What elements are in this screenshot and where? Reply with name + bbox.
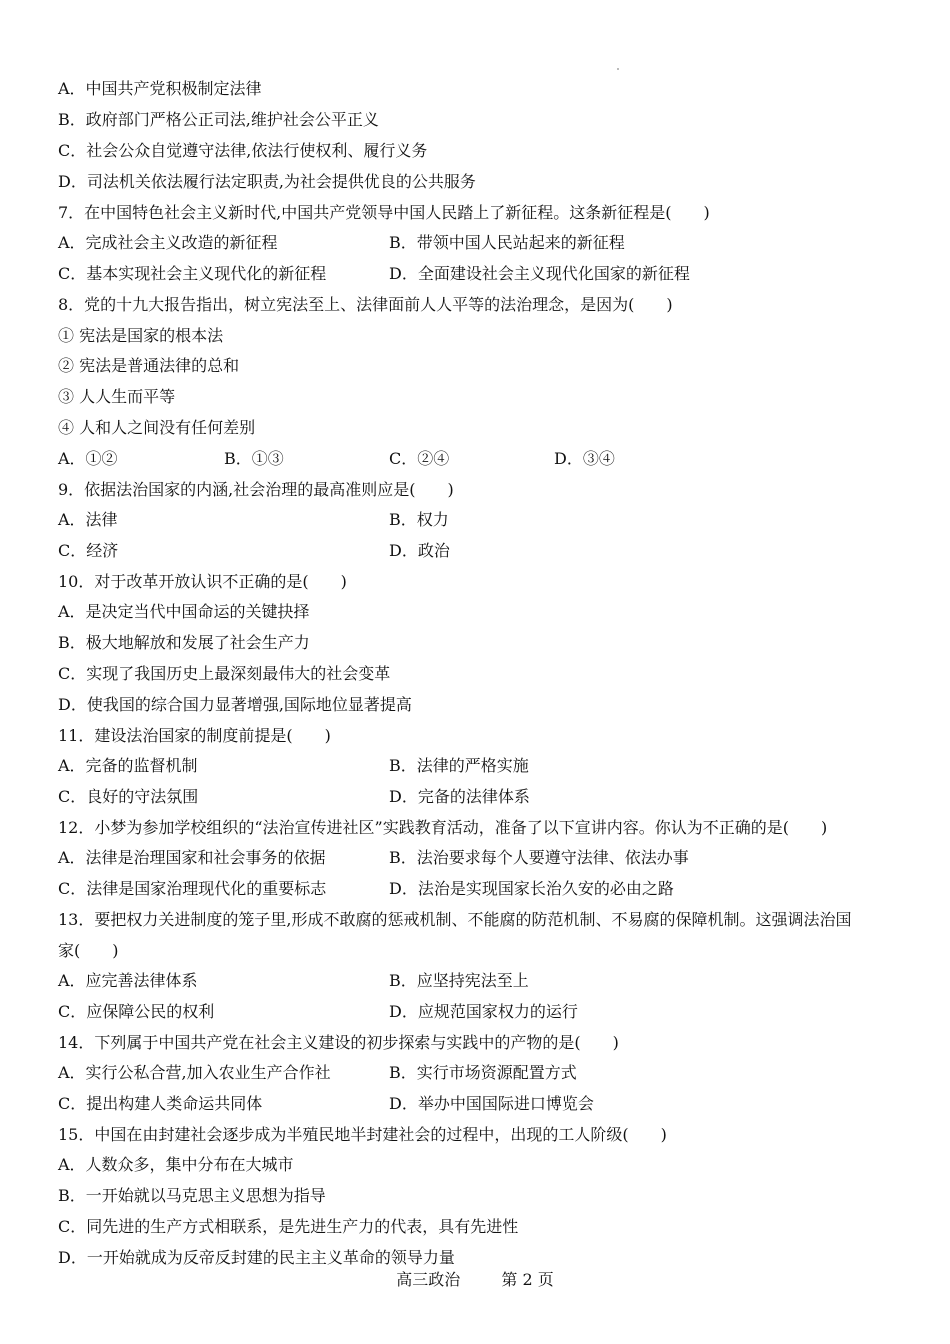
q13-option-d: D．应规范国家权力的运行 [389,1002,578,1021]
page-footer [0,1270,950,1290]
q6-option-c: C．社会公众自觉遵守法律,依法行使权利、履行义务 [58,141,428,160]
q7-stem: 7．在中国特色社会主义新时代,中国共产党领导中国人民踏上了新征程。这条新征程是( ) [58,203,710,222]
q15-option-b: B．一开始就以马克思主义思想为指导 [58,1186,326,1205]
q7-option-d: D．全面建设社会主义现代化国家的新征程 [389,264,690,283]
q6-option-b: B．政府部门严格公正司法,维护社会公平正义 [58,110,379,129]
q14-option-b: B．实行市场资源配置方式 [389,1063,577,1082]
q14-option-c: C．提出构建人类命运共同体 [58,1094,263,1113]
q11-option-c: C．良好的守法氛围 [58,787,199,806]
q8-statement-3: ③ 人人生而平等 [58,387,176,406]
q10-option-b: B．极大地解放和发展了社会生产力 [58,633,310,652]
q7-option-a: A．完成社会主义改造的新征程 [58,233,278,252]
q14-stem: 14．下列属于中国共产党在社会主义建设的初步探索与实践中的产物的是( ) [58,1033,619,1052]
q15-option-a: A．人数众多，集中分布在大城市 [58,1155,294,1174]
q11-stem: 11．建设法治国家的制度前提是( ) [58,726,331,745]
q8-option-d: D．③④ [554,449,615,468]
q13-stem-line-2: 家( ) [58,941,119,960]
q9-option-a: A．法律 [58,510,118,529]
footer-page-number: 第 2 页 [501,1270,554,1289]
q6-option-d: D．司法机关依法履行法定职责,为社会提供优良的公共服务 [58,172,476,191]
q8-option-b: B．①③ [224,449,284,468]
q15-option-d: D．一开始就成为反帝反封建的民主主义革命的领导力量 [58,1248,455,1267]
q11-option-a: A．完备的监督机制 [58,756,198,775]
q13-option-b: B．应坚持宪法至上 [389,971,529,990]
q13-stem-line-1: 13．要把权力关进制度的笼子里,形成不敢腐的惩戒机制、不能腐的防范机制、不易腐的保障机制。这强调法治国 [58,910,852,929]
q15-option-c: C．同先进的生产方式相联系，是先进生产力的代表，具有先进性 [58,1217,519,1236]
q8-stem: 8．党的十九大报告指出，树立宪法至上、法律面前人人平等的法治理念，是因为( ) [58,295,673,314]
q7-option-b: B．带领中国人民站起来的新征程 [389,233,625,252]
q12-option-c: C．法律是国家治理现代化的重要标志 [58,879,327,898]
q13-option-a: A．应完善法律体系 [58,971,198,990]
q10-option-a: A．是决定当代中国命运的关键抉择 [58,602,310,621]
q8-statement-2: ② 宪法是普通法律的总和 [58,356,240,375]
q7-option-c: C．基本实现社会主义现代化的新征程 [58,264,327,283]
q8-statement-1: ① 宪法是国家的根本法 [58,326,224,345]
q13-option-c: C．应保障公民的权利 [58,1002,215,1021]
q12-option-a: A．法律是治理国家和社会事务的依据 [58,848,326,867]
scan-mark [617,68,619,70]
q12-option-b: B．法治要求每个人要遵守法律、依法办事 [389,848,689,867]
q14-option-a: A．实行公私合营,加入农业生产合作社 [58,1063,331,1082]
q8-option-a: A．①② [58,449,118,468]
q8-statement-4: ④ 人和人之间没有任何差别 [58,418,256,437]
q12-stem: 12．小梦为参加学校组织的“法治宣传进社区”实践教育活动，准备了以下宣讲内容。你认为不正确的是( ) [58,818,828,837]
q11-option-b: B．法律的严格实施 [389,756,529,775]
q8-option-c: C．②④ [389,449,450,468]
footer-subject: 高三政治 [396,1270,461,1289]
q9-option-c: C．经济 [58,541,119,560]
q9-stem: 9．依据法治国家的内涵,社会治理的最高准则应是( ) [58,480,454,499]
q15-stem: 15．中国在由封建社会逐步成为半殖民地半封建社会的过程中，出现的工人阶级( ) [58,1125,667,1144]
q9-option-d: D．政治 [389,541,450,560]
q10-option-c: C．实现了我国历史上最深刻最伟大的社会变革 [58,664,391,683]
q9-option-b: B．权力 [389,510,449,529]
q10-stem: 10．对于改革开放认识不正确的是( ) [58,572,347,591]
q14-option-d: D．举办中国国际进口博览会 [389,1094,594,1113]
q10-option-d: D．使我国的综合国力显著增强,国际地位显著提高 [58,695,412,714]
q6-option-a: A．中国共产党积极制定法律 [58,79,262,98]
q11-option-d: D．完备的法律体系 [389,787,530,806]
q12-option-d: D．法治是实现国家长治久安的必由之路 [389,879,674,898]
